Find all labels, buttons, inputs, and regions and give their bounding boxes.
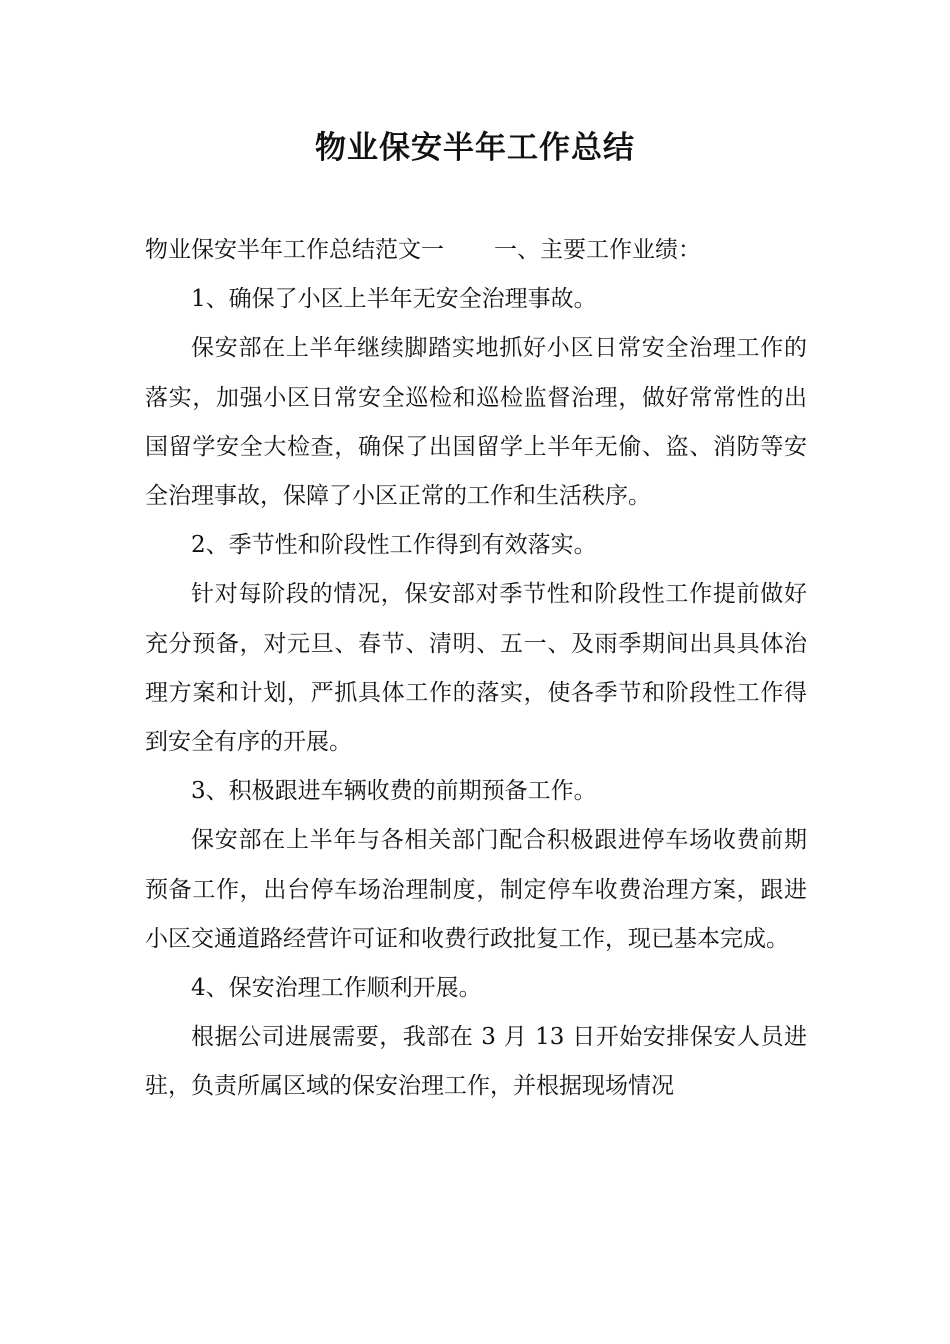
- intro-left-text: 物业保安半年工作总结范文一: [145, 237, 444, 263]
- intro-line: [145, 226, 807, 275]
- paragraph-item-3: 2、季节性和阶段性工作得到有效落实。: [191, 532, 597, 559]
- paragraph-item-7: 4、保安治理工作顺利开展。: [191, 975, 482, 1002]
- paragraph-item-6: 保安部在上半年与各相关部门配合积极跟进停车场收费前期预备工作，出台停车场治理制度，制定停车收费治理方案，跟进小区交通道路经营许可证和收费行政批复工作，现已基本完成。: [145, 827, 807, 952]
- intro-right-heading: 一、主要工作业绩：: [494, 237, 701, 263]
- paragraph-item-8: 根据公司进展需要，我部在 3 月 13 日开始安排保安人员进驻，负责所属区域的保安治理工作，并根据现场情况: [145, 1024, 807, 1100]
- paragraph-item-5: 3、积极跟进车辆收费的前期预备工作。: [191, 778, 597, 805]
- document-title: 物业保安半年工作总结: [315, 130, 635, 166]
- document-body: [145, 226, 807, 1112]
- paragraph-item-1: 1、确保了小区上半年无安全治理事故。: [191, 286, 597, 313]
- paragraph-item-4: 针对每阶段的情况，保安部对季节性和阶段性工作提前做好充分预备，对元旦、春节、清明、五一、及雨季期间出具具体治理方案和计划，严抓具体工作的落实，使各季节和阶段性工作得到安全有序的开展。: [145, 581, 807, 756]
- paragraph-item-2: 保安部在上半年继续脚踏实地抓好小区日常安全治理工作的落实，加强小区日常安全巡检和巡检监督治理，做好常常性的出国留学安全大检查，确保了出国留学上半年无偷、盗、消防等安全治理事故，保障了小区正常的工作和生活秩序。: [145, 335, 807, 510]
